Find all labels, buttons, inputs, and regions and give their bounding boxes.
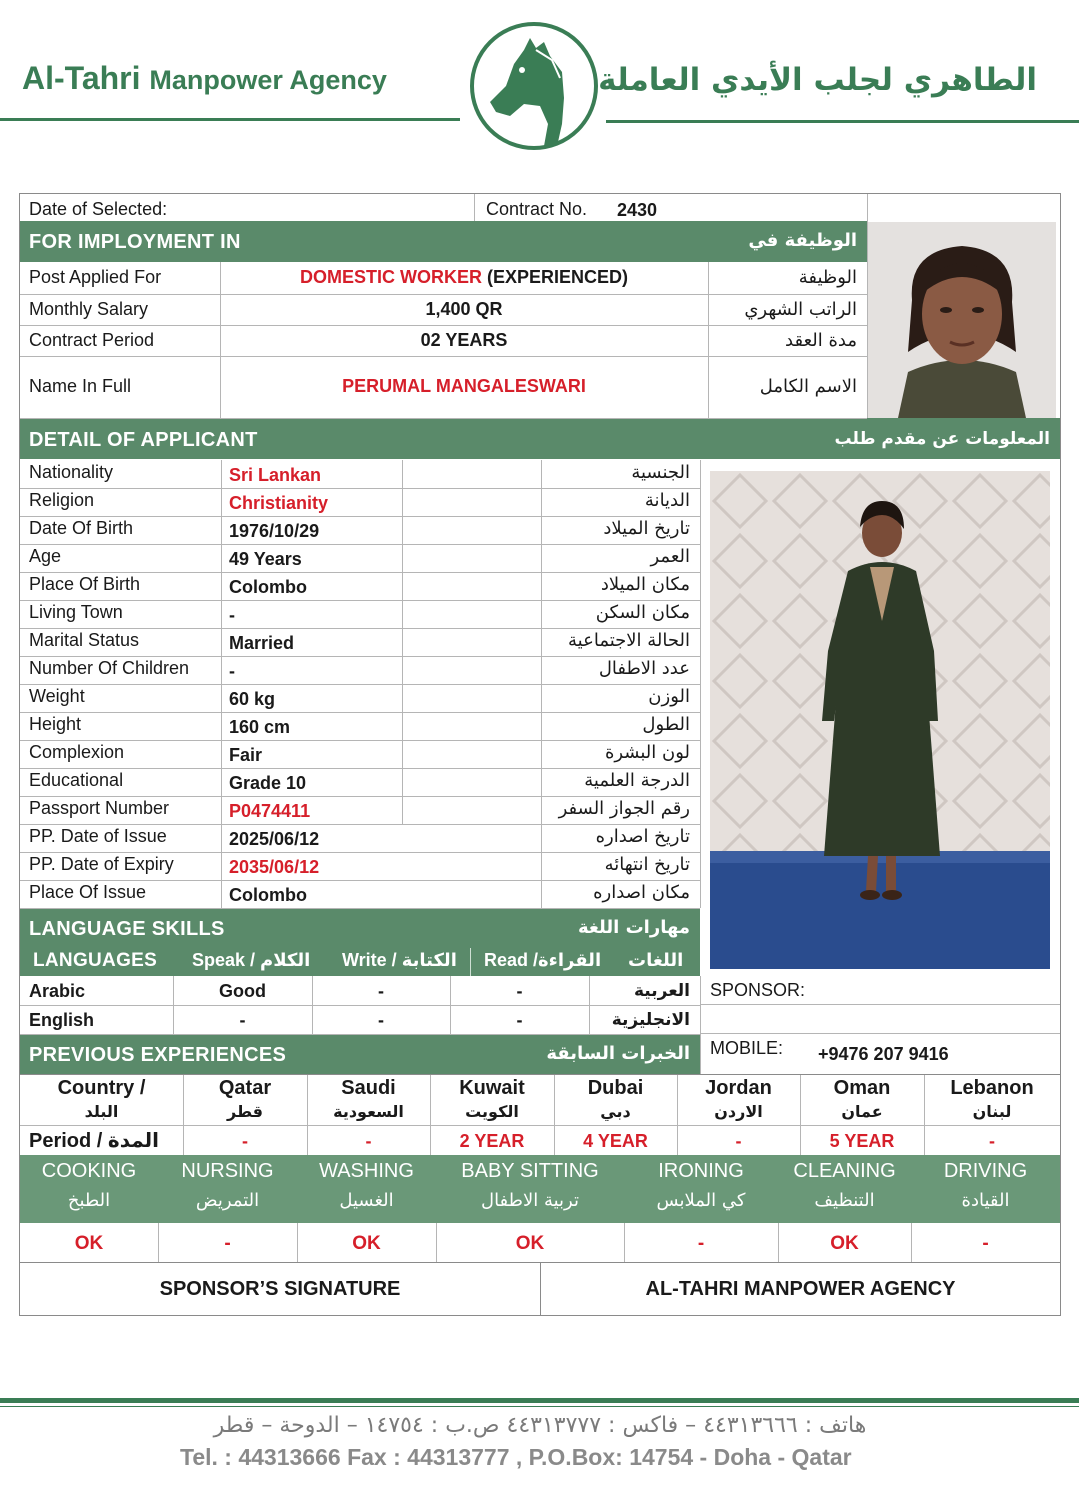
row-divider: [20, 852, 700, 853]
sponsor-signature: SPONSOR’S SIGNATURE: [159, 1278, 401, 1300]
agency-name-part2: Manpower Agency: [149, 65, 387, 95]
employment-row-value: [220, 299, 708, 320]
country-name: Dubai: [587, 1077, 644, 1099]
col-divider: [708, 262, 709, 418]
applicant-row-value: -: [229, 605, 235, 625]
footer-rule: [0, 1398, 1079, 1403]
col-divider: [436, 1223, 437, 1262]
country-name-ar: قطر: [226, 1102, 263, 1121]
employment-row-label-ar: الوظيفة: [798, 267, 857, 288]
lang-col-ar: اللغات: [628, 950, 684, 971]
agency-name-en: [22, 60, 387, 97]
employment-value-highlight: PERUMAL MANGALESWARI: [342, 376, 586, 396]
applicant-row-label-ar: رقم الجواز السفر: [558, 798, 690, 819]
employment-row-label: Name In Full: [29, 376, 132, 396]
row-divider: [20, 1005, 700, 1006]
skill-value: OK: [352, 1233, 381, 1254]
country-name: Jordan: [705, 1077, 772, 1099]
employment-row-label: Monthly Salary: [29, 298, 149, 319]
col-divider: [911, 1223, 912, 1262]
row-divider: [20, 628, 700, 629]
contract-label: Contract No.: [486, 199, 588, 219]
row-divider: [20, 356, 867, 357]
col-divider: [700, 460, 701, 908]
col-divider: [221, 460, 222, 908]
skill-name-ar: تربية الاطفال: [480, 1190, 579, 1211]
country-period: 2 YEAR: [459, 1131, 525, 1151]
footer-contact-en: Tel. : 44313666 Fax : 44313777 , P.O.Box: 14754 - Doha - Qatar: [180, 1444, 852, 1470]
col-divider: [297, 1223, 298, 1262]
divider: [20, 1125, 1060, 1126]
applicant-row-label: Complexion: [29, 742, 125, 762]
row-divider: [20, 656, 700, 657]
applicant-title-ar: المعلومات عن مقدم طلب: [834, 429, 1050, 449]
experience-title-ar: الخبرات السابقة: [546, 1043, 690, 1064]
applicant-row-value: 2035/06/12: [229, 857, 320, 877]
employment-row-label-ar: الراتب الشهري: [744, 298, 857, 320]
applicant-full-photo: [710, 471, 1050, 969]
col-divider: [173, 976, 174, 1034]
row-divider: [20, 824, 700, 825]
skill-value: -: [224, 1233, 231, 1254]
country-name-ar: عمان: [841, 1102, 883, 1121]
lang-col-write: Write / الكتابة: [342, 950, 457, 970]
applicant-row-label-ar: مكان اصداره: [593, 882, 690, 903]
country-period: -: [365, 1131, 372, 1151]
row-divider: [20, 572, 700, 573]
agency-name-ar: الطاهري لجلب الأيدي العاملة: [598, 62, 1037, 98]
mobile-value: +9476 207 9416: [818, 1044, 949, 1064]
applicant-row-value: 49 Years: [229, 549, 302, 569]
applicant-row-label: Age: [29, 546, 62, 566]
skill-name-ar: الطبخ: [67, 1190, 111, 1211]
skill-name-ar: كي الملابس: [656, 1190, 746, 1211]
col-divider: [778, 1223, 779, 1262]
col-divider: [677, 1075, 678, 1155]
divider: [20, 1074, 1060, 1075]
col-divider: [158, 1223, 159, 1262]
employment-row-value: [220, 267, 708, 288]
skill-value: OK: [830, 1233, 859, 1254]
language-title: LANGUAGE SKILLS: [29, 918, 225, 940]
applicant-row-label-ar: تاريخ الميلاد: [603, 518, 690, 539]
applicant-row-label: Educational: [29, 770, 124, 790]
col-divider: [624, 1223, 625, 1262]
applicant-row-label: Living Town: [29, 602, 123, 622]
divider: [700, 976, 701, 1074]
country-period: 4 YEAR: [583, 1131, 648, 1151]
applicant-row-label: Weight: [29, 686, 85, 706]
row-divider: [20, 880, 700, 881]
applicant-row-value: Fair: [229, 745, 263, 765]
skill-name-ar: التمريض: [195, 1190, 260, 1211]
applicant-row-value: Sri Lankan: [229, 465, 322, 485]
applicant-row-label-ar: لون البشرة: [604, 742, 690, 763]
col-divider: [430, 1075, 431, 1155]
lang-col-read: Read /القراءة: [484, 950, 602, 970]
skill-value: OK: [74, 1233, 104, 1254]
applicant-row-label-ar: مكان السكن: [595, 602, 690, 623]
applicant-row-label: Passport Number: [29, 798, 170, 818]
country-name-ar: لبنان: [972, 1102, 1012, 1121]
skill-name: DRIVING: [943, 1160, 1028, 1182]
applicant-row-label-ar: تاريخ انتهائه: [604, 854, 690, 875]
country-name-ar: دبي: [600, 1102, 631, 1121]
col-divider: [800, 1075, 801, 1155]
country-name: Kuwait: [459, 1077, 525, 1099]
col-divider: [554, 1075, 555, 1155]
language-name: English: [29, 1010, 95, 1030]
header-rule-left: [0, 118, 460, 121]
row-divider: [20, 516, 700, 517]
contract-number: 2430: [617, 200, 658, 220]
country-name-ar: الاردن: [714, 1102, 763, 1121]
language-title-ar: مهارات اللغة: [577, 917, 690, 938]
col-divider: [220, 262, 221, 418]
applicant-row-label-ar: مكان الميلاد: [600, 574, 690, 595]
header-rule-right: [606, 120, 1079, 123]
country-name: Lebanon: [950, 1077, 1034, 1099]
skill-name: WASHING: [319, 1160, 414, 1182]
applicant-row-label: PP. Date of Expiry: [29, 854, 174, 874]
skill-name-ar: القيادة: [961, 1190, 1010, 1211]
row-divider: [20, 796, 700, 797]
lang-col-speak: Speak / الكلام: [192, 950, 311, 970]
applicant-row-label: Religion: [29, 490, 95, 510]
divider: [474, 194, 475, 221]
col-divider: [307, 1075, 308, 1155]
applicant-row-value: -: [229, 661, 235, 681]
applicant-row-label-ar: الوزن: [648, 686, 690, 707]
skill-name: BABY SITTING: [461, 1160, 599, 1182]
language-name: Arabic: [29, 981, 86, 1001]
country-period: -: [989, 1131, 995, 1151]
experience-title: PREVIOUS EXPERIENCES: [29, 1044, 287, 1066]
applicant-row-label: Nationality: [29, 462, 114, 482]
lang-col-languages: LANGUAGES: [33, 950, 158, 971]
mobile-label: MOBILE:: [710, 1038, 784, 1058]
applicant-row-label-ar: الديانة: [644, 490, 690, 511]
footer-contact-ar: هاتف : ٤٤٣١٣٦٦٦ – فاكس : ٤٤٣١٣٧٧٧ ص.ب : ١٤٧٥٤ – الدوحة – قطر: [213, 1413, 867, 1438]
agency-signature: AL-TAHRI MANPOWER AGENCY: [645, 1278, 956, 1300]
employment-row-label: Contract Period: [29, 329, 155, 350]
col-divider: [402, 460, 403, 824]
col-divider: [541, 460, 542, 908]
applicant-row-value: 2025/06/12: [229, 829, 320, 849]
employment-row-label-ar: الاسم الكامل: [759, 376, 857, 397]
language-name-ar: الانجليزية: [611, 1010, 690, 1030]
applicant-row-label: PP. Date of Issue: [29, 826, 167, 846]
applicant-row-label-ar: العمر: [650, 546, 690, 567]
skill-name-ar: التنظيف: [814, 1190, 875, 1211]
divider: [700, 1004, 1060, 1005]
applicant-row-value: Colombo: [229, 577, 307, 597]
applicant-portrait: [868, 222, 1056, 418]
row-divider: [20, 908, 700, 909]
employment-title: FOR IMPLOYMENT IN: [29, 231, 241, 253]
country-period: 5 YEAR: [829, 1131, 895, 1151]
row-divider: [20, 488, 700, 489]
applicant-row-label: Date Of Birth: [29, 518, 134, 538]
skill-value: -: [697, 1233, 705, 1254]
language-write: -: [378, 981, 384, 1001]
row-divider: [20, 768, 700, 769]
applicant-row-value: Married: [229, 633, 295, 653]
applicant-row-label-ar: الجنسية: [631, 462, 690, 483]
applicant-row-value: 1976/10/29: [229, 521, 320, 541]
applicant-row-value: Christianity: [229, 493, 329, 513]
row-divider: [20, 740, 700, 741]
applicant-row-label: Place Of Birth: [29, 574, 141, 594]
applicant-row-label-ar: عدد الاطفال: [598, 658, 690, 679]
sponsor-label: SPONSOR:: [710, 980, 806, 1000]
applicant-header-bar: [20, 418, 1060, 459]
applicant-row-value: 160 cm: [229, 717, 291, 737]
employment-value-highlight: DOMESTIC WORKER: [299, 267, 482, 287]
language-name-ar: العربية: [633, 981, 690, 1001]
row-divider: [20, 712, 700, 713]
country-name: Saudi: [341, 1077, 396, 1099]
language-speak: -: [239, 1010, 246, 1030]
col-divider: [450, 976, 451, 1034]
skill-value: OK: [515, 1233, 545, 1254]
experience-header-bar: [20, 1034, 700, 1074]
country-label-ar: البلد: [84, 1102, 119, 1121]
row-divider: [20, 294, 867, 295]
country-name-ar: السعودية: [333, 1102, 404, 1121]
period-label: Period / المدة: [29, 1130, 160, 1152]
row-divider: [20, 684, 700, 685]
col-divider: [183, 1075, 184, 1155]
applicant-row-label: Height: [29, 714, 82, 734]
employment-value-text: 1,400 QR: [425, 298, 503, 319]
row-divider: [20, 325, 867, 326]
applicant-row-value: P0474411: [229, 801, 311, 821]
language-speak: Good: [219, 981, 266, 1001]
employment-row-label: Post Applied For: [29, 267, 162, 287]
employment-row-label-ar: مدة العقد: [785, 329, 857, 351]
applicant-row-value: Colombo: [229, 885, 307, 905]
applicant-row-label: Number Of Children: [29, 658, 190, 678]
horse-logo-icon: [466, 20, 602, 152]
row-divider: [20, 544, 700, 545]
employment-title-ar: الوظيفة في: [748, 230, 857, 251]
skill-name-ar: الغسيل: [339, 1190, 394, 1211]
language-write: -: [378, 1010, 384, 1030]
skill-name: IRONING: [658, 1160, 744, 1182]
language-read: -: [516, 1010, 523, 1030]
col-divider: [589, 976, 590, 1034]
row-divider: [20, 418, 867, 419]
applicant-row-value: Grade 10: [229, 773, 307, 793]
applicant-title: DETAIL OF APPLICANT: [29, 429, 258, 451]
skill-name: NURSING: [181, 1160, 274, 1182]
footer-rule-thin: [0, 1406, 1079, 1407]
employment-header-bar: [20, 221, 867, 262]
language-read: -: [516, 981, 523, 1001]
skill-value: -: [982, 1233, 989, 1254]
applicant-row-label: Place Of Issue: [29, 882, 147, 902]
employment-row-value: [220, 330, 708, 351]
employment-value-text: 02 YEARS: [420, 329, 508, 350]
applicant-row-label-ar: الدرجة العلمية: [584, 770, 690, 791]
country-label: Country /: [57, 1077, 146, 1099]
skill-name: COOKING: [41, 1160, 137, 1182]
row-divider: [20, 1034, 700, 1035]
country-name: Oman: [833, 1077, 891, 1099]
applicant-row-label-ar: تاريخ اصداره: [595, 826, 690, 847]
applicant-row-label: Marital Status: [29, 630, 140, 650]
applicant-row-value: 60 kg: [229, 689, 276, 709]
applicant-row-label-ar: الطول: [642, 714, 690, 735]
skill-name: CLEANING: [793, 1160, 896, 1182]
country-period: -: [242, 1131, 248, 1151]
country-name-ar: الكويت: [465, 1102, 519, 1121]
col-divider: [924, 1075, 925, 1155]
row-divider: [20, 600, 700, 601]
employment-value-text: (EXPERIENCED): [481, 267, 629, 287]
col-divider: [312, 976, 313, 1034]
country-period: -: [735, 1131, 742, 1151]
applicant-row-label-ar: الحالة الاجتماعية: [568, 630, 690, 651]
country-name: Qatar: [218, 1077, 272, 1099]
date-selected-label: Date of Selected:: [29, 199, 168, 219]
divider: [700, 1033, 1060, 1034]
employment-row-value: [220, 376, 708, 397]
agency-name-part1: Al-Tahri: [22, 60, 141, 96]
divider: [470, 948, 471, 976]
